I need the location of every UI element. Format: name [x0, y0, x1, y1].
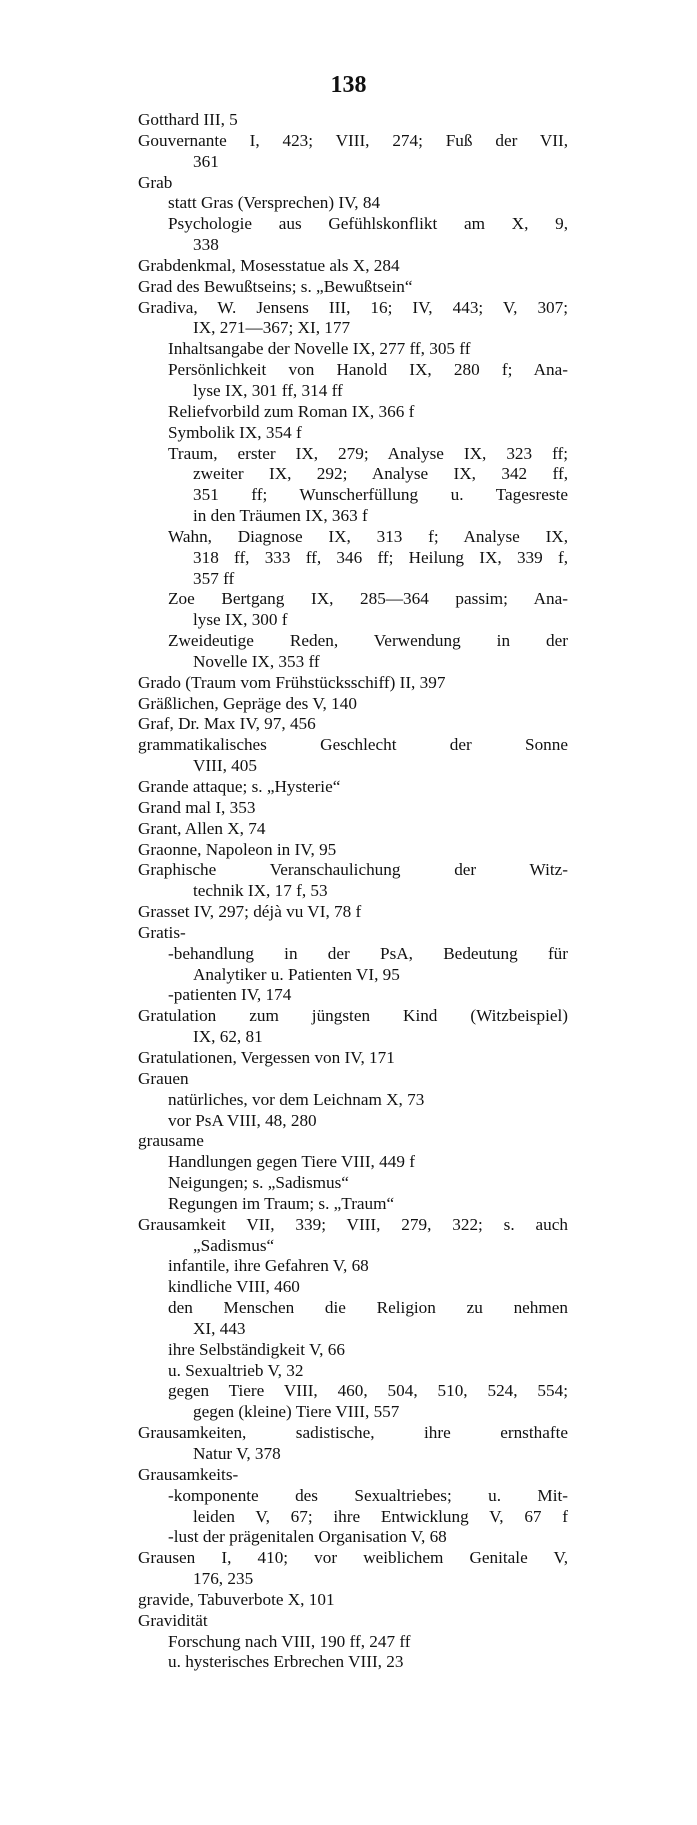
index-subentry: lyse IX, 300 f [193, 610, 288, 630]
index-subentry: natürliches, vor dem Leichnam X, 73 [168, 1089, 425, 1109]
index-subentry: gegen Tiere VIII, 460, 504, 510, 524, 554; [168, 1381, 568, 1401]
index-subentry: -lust der prägenitalen Organisation V, 68 [168, 1527, 447, 1547]
index-entry: Grado (Traum vom Frühstücksschiff) II, 397 [138, 672, 446, 692]
index-subentry: Zoe Bertgang IX, 285—364 passim; Ana- [168, 589, 568, 609]
index-entry: Grausamkeiten, sadistische, ihre ernsthafte [138, 1423, 568, 1443]
index-entry: Grad des Bewußtseins; s. „Bewußtsein“ [138, 276, 413, 296]
index-subentry: XI, 443 [193, 1318, 246, 1338]
index-entry: Graf, Dr. Max IV, 97, 456 [138, 714, 316, 734]
index-entry: Graonne, Napoleon in IV, 95 [138, 839, 337, 859]
index-subentry: -komponente des Sexualtriebes; u. Mit- [168, 1485, 568, 1505]
index-subentry: „Sadismus“ [193, 1235, 275, 1255]
index-subentry: Analytiker u. Patienten VI, 95 [193, 964, 400, 984]
index-entry: Gradiva, W. Jensens III, 16; IV, 443; V, 307; [138, 297, 568, 317]
index-subentry: kindliche VIII, 460 [168, 1277, 300, 1297]
index-subentry: Novelle IX, 353 ff [193, 651, 320, 671]
index-subentry: u. hysterisches Erbrechen VIII, 23 [168, 1652, 404, 1672]
index-entry: Grausamkeit VII, 339; VIII, 279, 322; s. auch [138, 1214, 568, 1234]
index-subentry: gegen (kleine) Tiere VIII, 557 [193, 1402, 400, 1422]
index-subentry: 351 ff; Wunscherfüllung u. Tagesreste [193, 485, 568, 505]
index-entry: Grausen I, 410; vor weiblichem Genitale V, [138, 1548, 568, 1568]
index-subentry: u. Sexualtrieb V, 32 [168, 1360, 304, 1380]
index-entry: Grant, Allen X, 74 [138, 818, 266, 838]
index-entry: Graphische Veranschaulichung der Witz- [138, 860, 568, 880]
index-subentry: ihre Selbständigkeit V, 66 [168, 1339, 345, 1359]
index-subentry: Symbolik IX, 354 f [168, 422, 302, 442]
index-subentry: lyse IX, 301 ff, 314 ff [193, 380, 343, 400]
index-entries [138, 110, 568, 1673]
index-subentry: Neigungen; s. „Sadismus“ [168, 1173, 349, 1193]
index-subentry: statt Gras (Versprechen) IV, 84 [168, 193, 381, 213]
index-entry: Gravidität [138, 1610, 208, 1630]
index-subentry: 176, 235 [193, 1569, 254, 1589]
index-entry: Grasset IV, 297; déjà vu VI, 78 f [138, 902, 362, 922]
index-subentry: infantile, ihre Gefahren V, 68 [168, 1256, 369, 1276]
index-entry: Gratis- [138, 922, 186, 942]
index-subentry: technik IX, 17 f, 53 [193, 881, 328, 901]
index-entry: Grabdenkmal, Mosesstatue als X, 284 [138, 255, 400, 275]
index-entry: gravide, Tabuverbote X, 101 [138, 1589, 335, 1609]
index-entry: Gratulationen, Vergessen von IV, 171 [138, 1047, 395, 1067]
index-subentry: Wahn, Diagnose IX, 313 f; Analyse IX, [168, 526, 568, 546]
index-subentry: -behandlung in der PsA, Bedeutung für [168, 943, 568, 963]
index-subentry: -patienten IV, 174 [168, 985, 292, 1005]
index-subentry: Handlungen gegen Tiere VIII, 449 f [168, 1152, 415, 1172]
index-entry: Grauen [138, 1068, 189, 1088]
index-subentry: Reliefvorbild zum Roman IX, 366 f [168, 401, 415, 421]
index-subentry: 318 ff, 333 ff, 346 ff; Heilung IX, 339 f, [193, 547, 568, 567]
index-subentry: zweiter IX, 292; Analyse IX, 342 ff, [193, 464, 568, 484]
index-subentry: in den Träumen IX, 363 f [193, 506, 368, 526]
index-entry: grausame [138, 1131, 204, 1151]
index-subentry: den Menschen die Religion zu nehmen [168, 1298, 568, 1318]
index-subentry: Persönlichkeit von Hanold IX, 280 f; Ana- [168, 360, 568, 380]
index-entry: Gouvernante I, 423; VIII, 274; Fuß der VII, [138, 130, 568, 150]
index-subentry: 338 [193, 235, 219, 255]
index-subentry: Natur V, 378 [193, 1444, 281, 1463]
index-subentry: 361 [193, 151, 219, 171]
index-subentry: Forschung nach VIII, 190 ff, 247 ff [168, 1631, 411, 1651]
page-number: 138 [330, 72, 367, 98]
index-entry: Grab [138, 172, 173, 192]
index-subentry: Regungen im Traum; s. „Traum“ [168, 1193, 395, 1213]
index-subentry: vor PsA VIII, 48, 280 [168, 1110, 317, 1130]
index-entry: grammatikalisches Geschlecht der Sonne [138, 735, 568, 755]
index-entry: Grande attaque; s. „Hysterie“ [138, 777, 341, 796]
index-subentry: 357 ff [193, 568, 235, 588]
index-subentry: IX, 62, 81 [193, 1027, 263, 1047]
index-subentry: Inhaltsangabe der Novelle IX, 277 ff, 305 ff [168, 339, 471, 359]
index-entry: Gratulation zum jüngsten Kind (Witzbeispiel) [138, 1006, 568, 1026]
index-subentry: leiden V, 67; ihre Entwicklung V, 67 f [193, 1506, 568, 1526]
index-subentry: Psychologie aus Gefühlskonflikt am X, 9, [168, 214, 568, 234]
index-subentry: Zweideutige Reden, Verwendung in der [168, 631, 568, 651]
index-subentry: Traum, erster IX, 279; Analyse IX, 323 ff; [168, 443, 568, 463]
index-entry: Grand mal I, 353 [138, 797, 256, 817]
index-entry: Gräßlichen, Gepräge des V, 140 [138, 693, 357, 713]
index-subentry: IX, 271—367; XI, 177 [193, 318, 351, 338]
index-subentry: VIII, 405 [193, 756, 257, 776]
index-entry: Gotthard III, 5 [138, 110, 238, 129]
index-entry: Grausamkeits- [138, 1464, 239, 1484]
